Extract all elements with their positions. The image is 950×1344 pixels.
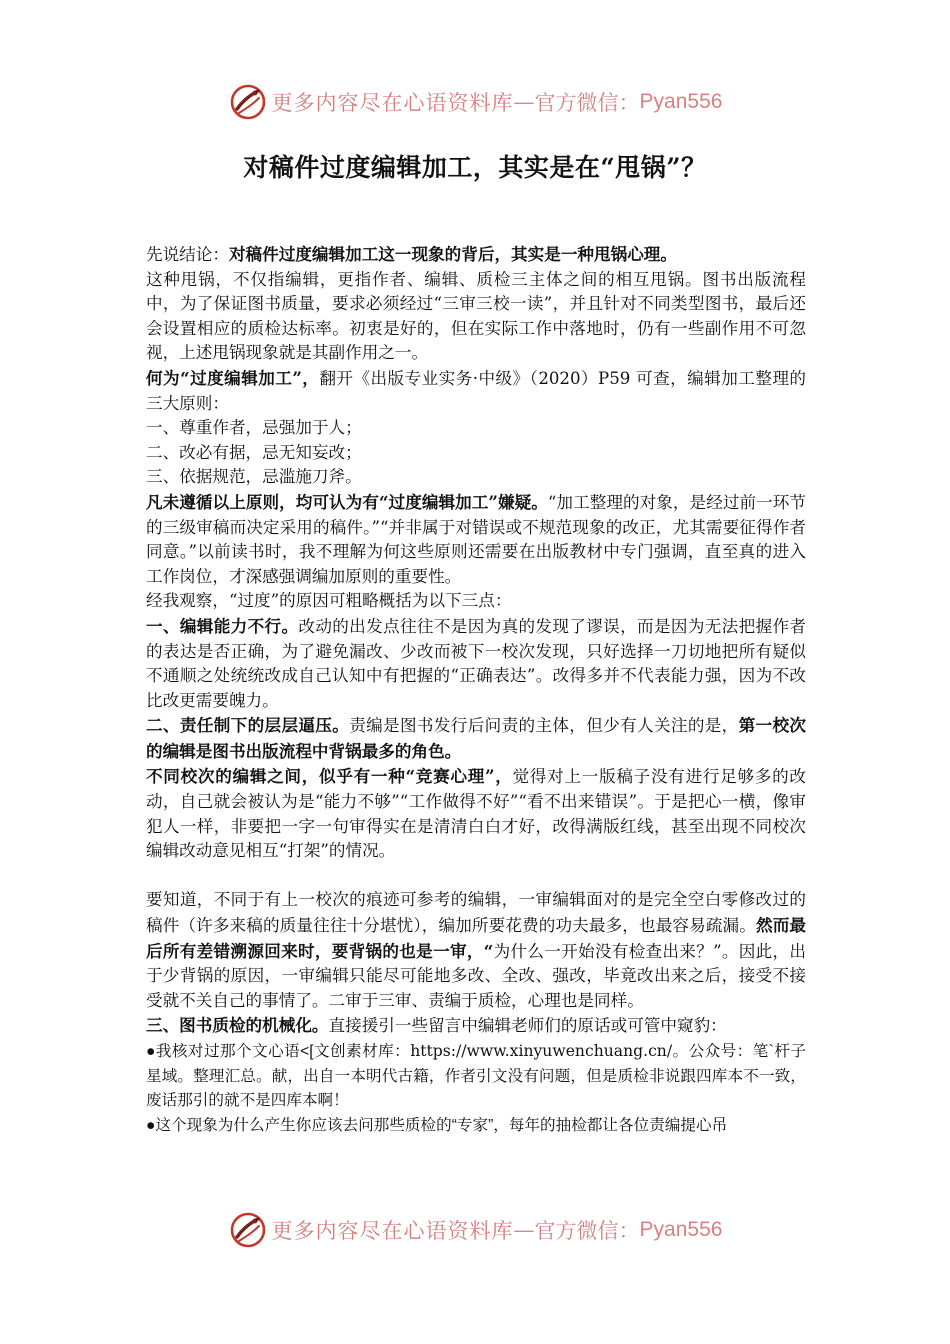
reason-1: 一、编辑能力不行。改动的出发点往往不是因为真的发现了谬误，而是因为无法把握作者的表达是否正确，为了避免漏改、少改而被下一校次发现，只好选择一刀切地把所有疑似不通顺之处统统改成自己认知中有把握的“正确表达”。改得多并不代表能力强，因为不改比改更需要魄力。 — [146, 615, 807, 710]
reason-3: 三、图书质检的机械化。直接援引一些留言中编辑老师们的原话或可管中窥豹： — [146, 1015, 727, 1036]
quote-2: ●这个现象为什么产生你应该去问那些质检的“专家”，每年的抽检都让各位责编提心吊 — [146, 1116, 728, 1134]
article-body — [146, 242, 806, 1138]
brand-logo-icon — [228, 1210, 268, 1250]
reason-2: 二、责任制下的层层逼压。责编是图书发行后问责的主体，但少有人关注的是，第一校次的编辑是图书出版流程中背锅最多的角色。 — [146, 715, 807, 761]
paragraph-blame-shifting: 这种甩锅，不仅指编辑，更指作者、编辑、质检三主体之间的相互甩锅。图书出版流程中，为了保证图书质量，要求必须经过“三审三校一读”，并且针对不同类型图书，最后还会设置相应的质检达标率。初衷是好的，但在实际工作中落地时，仍有一些副作用不可忽视，上述甩锅现象就是其副作用之一。 — [146, 269, 806, 363]
paragraph-conclusion: 先说结论：对稿件过度编辑加工这一现象的背后，其实是一种甩锅心理。 — [146, 244, 677, 264]
banner-wechat-id: Pyan556 — [639, 90, 723, 113]
principle-3: 三、依据规范，忌滥施刀斧。 — [146, 467, 362, 487]
banner-suffix: 官方微信： — [534, 1219, 640, 1243]
principle-2: 二、改必有据，忌无知妄改； — [146, 442, 362, 462]
paragraph-competition: 不同校次的编辑之间，似乎有一种“竞赛心理”，觉得对上一版稿子没有进行足够多的改动，自己就会被认为是“能力不够”“工作做得不好”“看不出来错误”。于是把心一横，像审犯人一样，非要把一字一句审得实在是清清白白才好，改得满版红线，甚至出现不同校次编辑改动意见相互“打架”的情况。 — [146, 766, 806, 861]
paragraph-suspicion: 凡未遵循以上原则，均可认为有“过度编辑加工”嫌疑。“加工整理的对象，是经过前一环节的三级审稿而决定采用的稿件。”“并非属于对错误或不规范现象的改正，尤其需要征得作者同意。”以前读书时，我不理解为何这些原则还需要在出版教材中专门强调，直至真的进入工作岗位，才深感强调编加原则的重要性。 — [146, 491, 806, 586]
paragraph-gap — [146, 864, 806, 889]
footer-watermark-banner — [0, 1208, 950, 1252]
paragraph-first-review: 要知道，不同于有上一校次的痕迹可参考的编辑，一审编辑面对的是完全空白零修改过的稿件（许多来稿的质量往往十分堪忧），编加所要花费的功夫最多，也最容易疏漏。然而最后所有差错溯源回来时，要背锅的也是一审，“为什么一开始没有检查出来？”。因此，出于少背锅的原因，一审编辑只能尽可能地多改、全改、强改，毕竟改出来之后，接受不接受就不关自己的事情了。二审于三审、责编于质检，心理也是同样。 — [146, 890, 807, 1010]
banner-separator: — — [513, 1218, 535, 1242]
paragraph-definition: 何为“过度编辑加工”，翻开《出版专业实务·中级》（2020）P59 可查，编辑加工整理的三大原则： — [146, 367, 806, 413]
paragraph-observation: 经我观察，“过度”的原因可粗略概括为以下三点： — [146, 591, 512, 611]
banner-wechat-id: Pyan556 — [639, 1218, 723, 1241]
brand-logo-icon — [228, 82, 268, 122]
header-watermark-banner — [0, 80, 950, 124]
banner-text: 更多内容尽在心语资料库 — [271, 1219, 514, 1243]
banner-text: 更多内容尽在心语资料库 — [271, 91, 514, 115]
banner-suffix: 官方微信： — [534, 91, 640, 115]
source-url-link[interactable]: https://www.xinyuwenchuang.cn/ — [410, 1042, 673, 1060]
principle-1: 一、尊重作者，忌强加于人； — [146, 418, 362, 438]
article-title: 对稿件过度编辑加工，其实是在“甩锅”？ — [243, 153, 707, 182]
banner-separator: — — [513, 90, 535, 114]
quote-1: ●我核对过那个文心语<[文创素材库：https://www.xinyuwenchuang.cn/。公众号：笔`杆子星域。整理汇总。献，出自一本明代古籍，作者引文没有问题，但是质检非说跟四库本不一致，废话那引的就不是四库本啊！ — [146, 1042, 806, 1110]
